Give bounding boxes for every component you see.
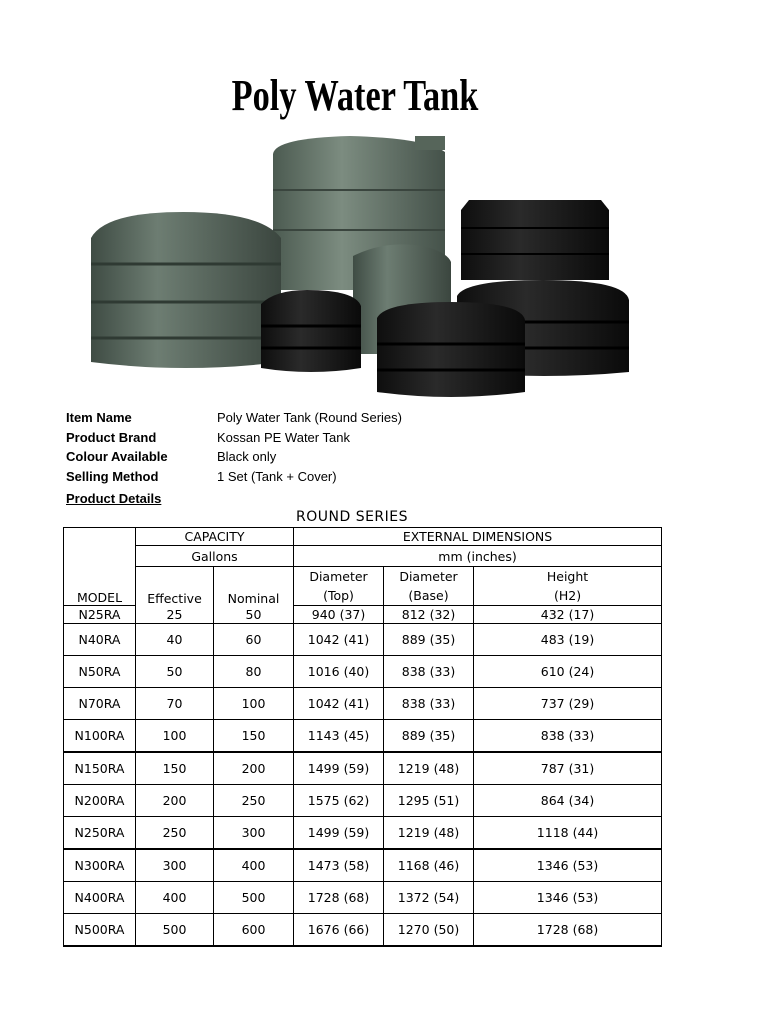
info-value: Black only — [217, 449, 277, 465]
table-cell: N70RA — [64, 688, 136, 720]
table-cell: 838 (33) — [474, 720, 662, 753]
page-title: Poly Water Tank — [231, 71, 479, 120]
table-cell: 1143 (45) — [294, 720, 384, 753]
diameter-base-subheader: (Base) — [384, 586, 474, 606]
table-cell: 864 (34) — [474, 785, 662, 817]
diameter-base-header: Diameter — [384, 567, 474, 587]
info-label: Item Name — [66, 410, 132, 425]
table-cell: 432 (17) — [474, 606, 662, 624]
info-row-colour — [66, 447, 402, 467]
table-cell: N150RA — [64, 752, 136, 785]
table-cell: 1168 (46) — [384, 849, 474, 882]
table-cell: 1346 (53) — [474, 882, 662, 914]
table-cell: 25 — [136, 606, 214, 624]
table-cell: 838 (33) — [384, 688, 474, 720]
nominal-header: Nominal — [214, 567, 294, 606]
table-cell: 200 — [214, 752, 294, 785]
table-row — [64, 624, 662, 656]
table-cell: 1728 (68) — [294, 882, 384, 914]
table-cell: 1346 (53) — [474, 849, 662, 882]
diameter-top-header: Diameter — [294, 567, 384, 587]
info-value: 1 Set (Tank + Cover) — [217, 468, 337, 484]
table-cell: 500 — [214, 882, 294, 914]
table-cell: 483 (19) — [474, 624, 662, 656]
table-cell: 80 — [214, 656, 294, 688]
table-cell: 50 — [136, 656, 214, 688]
table-cell: 40 — [136, 624, 214, 656]
table-cell: N200RA — [64, 785, 136, 817]
table-cell: N250RA — [64, 817, 136, 850]
table-row — [64, 688, 662, 720]
table-cell: 1728 (68) — [474, 914, 662, 947]
table-cell: N40RA — [64, 624, 136, 656]
table-cell: N50RA — [64, 656, 136, 688]
table-row — [64, 785, 662, 817]
table-cell: N100RA — [64, 720, 136, 753]
table-cell: 400 — [214, 849, 294, 882]
info-row-product-brand — [66, 428, 402, 448]
table-cell: 1219 (48) — [384, 817, 474, 850]
table-cell: 940 (37) — [294, 606, 384, 624]
table-cell: 1473 (58) — [294, 849, 384, 882]
header-row — [64, 528, 662, 546]
info-value: Poly Water Tank (Round Series) — [217, 410, 402, 425]
header-row — [64, 546, 662, 567]
table-cell: 200 — [136, 785, 214, 817]
model-header: MODEL — [64, 528, 136, 606]
table-cell: 100 — [136, 720, 214, 753]
table-cell: N25RA — [64, 606, 136, 624]
table-cell: 600 — [214, 914, 294, 947]
table-cell: 1042 (41) — [294, 688, 384, 720]
table-cell: 400 — [136, 882, 214, 914]
header-row — [64, 567, 662, 587]
table-cell: 1295 (51) — [384, 785, 474, 817]
table-cell: 610 (24) — [474, 656, 662, 688]
table-cell: 300 — [136, 849, 214, 882]
spec-table — [63, 527, 662, 947]
table-cell: 1676 (66) — [294, 914, 384, 947]
table-cell: 70 — [136, 688, 214, 720]
product-info — [66, 408, 402, 486]
table-cell: N300RA — [64, 849, 136, 882]
table-row — [64, 606, 662, 624]
mm-inches-header: mm (inches) — [294, 546, 662, 567]
table-cell: N500RA — [64, 914, 136, 947]
info-label: Product Brand — [66, 429, 157, 445]
table-row — [64, 656, 662, 688]
table-cell: 50 — [214, 606, 294, 624]
table-cell: 500 — [136, 914, 214, 947]
table-cell: 1372 (54) — [384, 882, 474, 914]
capacity-header: CAPACITY — [136, 528, 294, 546]
info-value: Kossan PE Water Tank — [217, 429, 350, 445]
external-dimensions-header: EXTERNAL DIMENSIONS — [294, 528, 662, 546]
table-row — [64, 849, 662, 882]
series-title: ROUND SERIES — [296, 509, 409, 525]
product-details-heading: Product Details — [66, 491, 162, 506]
table-cell: 300 — [214, 817, 294, 850]
table-cell: 889 (35) — [384, 624, 474, 656]
table-cell: 1499 (59) — [294, 752, 384, 785]
table-cell: 1016 (40) — [294, 656, 384, 688]
table-row — [64, 914, 662, 947]
table-cell: 1499 (59) — [294, 817, 384, 850]
table-row — [64, 752, 662, 785]
table-cell: 787 (31) — [474, 752, 662, 785]
info-row-selling-method — [66, 467, 402, 487]
table-row — [64, 817, 662, 850]
effective-header: Effective — [136, 567, 214, 606]
table-cell: 1042 (41) — [294, 624, 384, 656]
gallons-header: Gallons — [136, 546, 294, 567]
table-cell: 150 — [136, 752, 214, 785]
info-row-item-name — [66, 408, 402, 428]
table-row — [64, 720, 662, 753]
table-cell: 1270 (50) — [384, 914, 474, 947]
table-cell: 737 (29) — [474, 688, 662, 720]
tank-photo — [85, 130, 645, 410]
table-cell: 250 — [136, 817, 214, 850]
height-header: Height — [474, 567, 662, 587]
table-cell: 1118 (44) — [474, 817, 662, 850]
table-cell: 1219 (48) — [384, 752, 474, 785]
height-subheader: (H2) — [474, 586, 662, 606]
table-cell: 889 (35) — [384, 720, 474, 753]
table-cell: 150 — [214, 720, 294, 753]
table-cell: 1575 (62) — [294, 785, 384, 817]
info-label: Colour Available — [66, 449, 168, 465]
table-cell: 812 (32) — [384, 606, 474, 624]
table-cell: 100 — [214, 688, 294, 720]
table-row — [64, 882, 662, 914]
table-cell: 250 — [214, 785, 294, 817]
info-label: Selling Method — [66, 468, 159, 484]
table-cell: 60 — [214, 624, 294, 656]
table-cell: 838 (33) — [384, 656, 474, 688]
table-cell: N400RA — [64, 882, 136, 914]
diameter-top-subheader: (Top) — [294, 586, 384, 606]
